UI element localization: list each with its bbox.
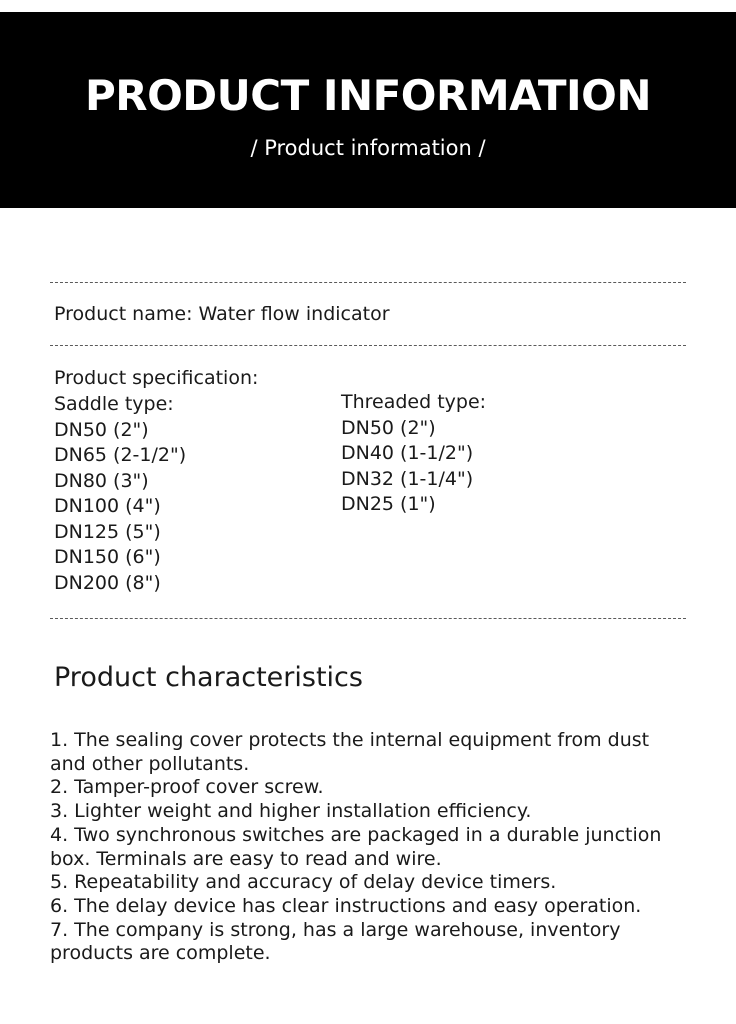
dashed-divider [50, 345, 686, 346]
saddle-size-item: DN50 (2") [54, 418, 149, 441]
threaded-size-item: DN40 (1-1/2") [341, 442, 474, 464]
threaded-size-item: DN25 (1") [341, 493, 436, 515]
product-name: Product name: Water flow indicator [54, 303, 390, 325]
saddle-type-list [54, 392, 186, 596]
characteristics-heading: Product characteristics [54, 662, 363, 693]
threaded-size-item: DN32 (1-1/4") [341, 467, 474, 490]
characteristic-item: 7. The company is strong, has a large warehouse, inventory products are complete. [50, 918, 621, 965]
threaded-size-item: DN50 (2") [341, 416, 436, 439]
characteristics-list [50, 729, 690, 966]
characteristic-item: 1. The sealing cover protects the internal equipment from dust and other pollutants. [50, 729, 650, 775]
page-title: PRODUCT INFORMATION [84, 71, 652, 120]
characteristic-item: 3. Lighter weight and higher installation efficiency. [50, 800, 532, 823]
saddle-size-item: DN125 (5") [54, 520, 161, 543]
dashed-divider [50, 618, 686, 619]
saddle-size-item: DN150 (6") [54, 546, 161, 568]
saddle-size-item: DN80 (3") [54, 469, 149, 492]
characteristic-item: 5. Repeatability and accuracy of delay device timers. [50, 871, 557, 894]
characteristic-item: 4. Two synchronous switches are packaged in a durable junction box. Terminals are easy to read and wire. [50, 823, 662, 870]
characteristic-item: 6. The delay device has clear instructions and easy operation. [50, 894, 642, 917]
threaded-type-label: Threaded type: [341, 391, 487, 413]
threaded-type-list [341, 390, 486, 518]
specification-heading: Product specification: [54, 367, 259, 389]
characteristic-item: 2. Tamper-proof cover screw. [50, 776, 324, 799]
page-subtitle: / Product information / [250, 136, 486, 160]
saddle-size-item: DN100 (4") [54, 495, 161, 517]
saddle-size-item: DN200 (8") [54, 571, 161, 594]
dashed-divider [50, 282, 686, 283]
saddle-size-item: DN65 (2-1/2") [54, 444, 187, 466]
header-banner [0, 12, 736, 208]
saddle-type-label: Saddle type: [54, 393, 174, 415]
